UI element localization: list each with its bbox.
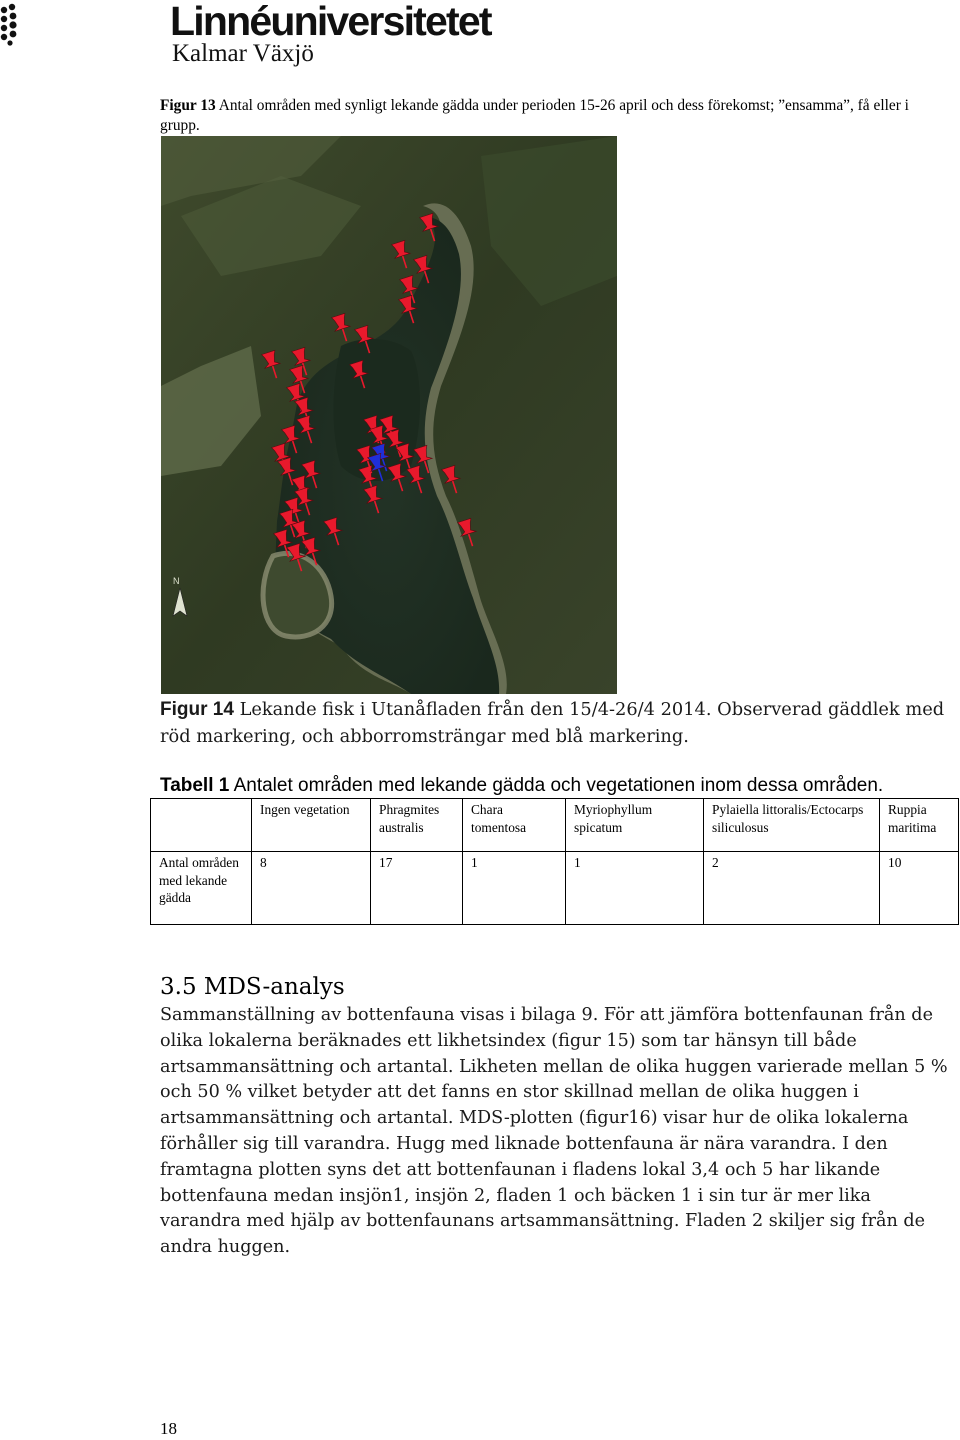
body-line: varandra med hjälp av bottenfaunans artsammansättning. Fladen 2 skiljer sig från de (160, 1211, 926, 1232)
north-label: N (173, 576, 180, 586)
figure-14-caption (160, 696, 950, 750)
page-number: 18 (160, 1419, 177, 1438)
table-cell: 1 (463, 852, 566, 925)
table-cell: 1 (566, 852, 704, 925)
body-line: förhåller sig till varandra. Hugg med liknade bottenfauna är nära varandra. I den (160, 1133, 888, 1154)
body-line: Sammanställning av bottenfauna visas i bilaga 9. För att jämföra bottenfaunan från de (160, 1005, 933, 1025)
table-row (151, 852, 959, 925)
table-header-cell: Phragmites australis (371, 799, 463, 852)
figure-13-caption (160, 96, 920, 136)
table-header-cell: Pylaiella littoralis/Ectocarps siliculosus (704, 799, 880, 852)
section-body (160, 1003, 950, 1261)
body-line: och 50 % vilket betyder att det fanns en stor skillnad mellan de olika huggen i (160, 1082, 859, 1103)
table-header-row (151, 799, 959, 852)
university-name: Linnéuniversitetet (170, 0, 491, 44)
figure-13-label: Figur 13 (160, 97, 216, 114)
table-header-cell: Myriophyllum spicatum (566, 799, 704, 852)
body-line: artsammansättning och artantal. Likheten mellan de olika huggen varierade mellan 5 % (160, 1056, 948, 1077)
satellite-map (161, 136, 617, 694)
table-header-cell: Ruppia maritima (880, 799, 959, 852)
body-line: framtagna plotten syns det att bottenfaunan i fladens lokal 3,4 och 5 har likande (160, 1159, 881, 1180)
body-line: artsammansättning och artantal. MDS-plotten (figur16) visar hur de olika lokalerna (160, 1108, 909, 1129)
university-logo (0, 0, 560, 80)
logo-mark-icon (0, 2, 22, 46)
table-1-caption (160, 773, 960, 799)
body-line: olika lokalerna beräknades ett likhetsindex (figur 15) som tar hänsyn till både (160, 1030, 857, 1051)
table-cell: 2 (704, 852, 880, 925)
figure-13-text: Antal områden med synligt lekande gädda under perioden 15-26 april och dess förekomst; ”ensamma”, få eller i grupp. (160, 97, 909, 134)
table-header-cell: Ingen vegetation (252, 799, 371, 852)
figure-14-text: Lekande fisk i Utanåfladen från den 15/4-26/4 2014. Observerad gäddlek med röd markering, och abborromsträngar med blå markering. (160, 699, 945, 747)
section-heading: 3.5 MDS-analys (160, 974, 345, 1000)
body-line: bottenfauna medan insjön1, insjön 2, fladen 1 och bäcken 1 i sin tur är mer lika (160, 1185, 871, 1206)
table-cell: 10 (880, 852, 959, 925)
table-cell: 8 (252, 852, 371, 925)
figure-14-label: Figur 14 (160, 699, 234, 720)
body-line: andra huggen. (160, 1237, 291, 1258)
vegetation-table (150, 798, 959, 925)
table-header-cell: Chara tomentosa (463, 799, 566, 852)
table-cell: 17 (371, 852, 463, 925)
table-corner-cell (151, 799, 252, 852)
table-row-label: Antal områden med lekande gädda (151, 852, 252, 925)
table-1-label: Tabell 1 (160, 775, 230, 796)
campus-names: Kalmar Växjö (172, 40, 314, 67)
table-1-text: Antalet områden med lekande gädda och vegetationen inom dessa områden. (233, 775, 884, 796)
